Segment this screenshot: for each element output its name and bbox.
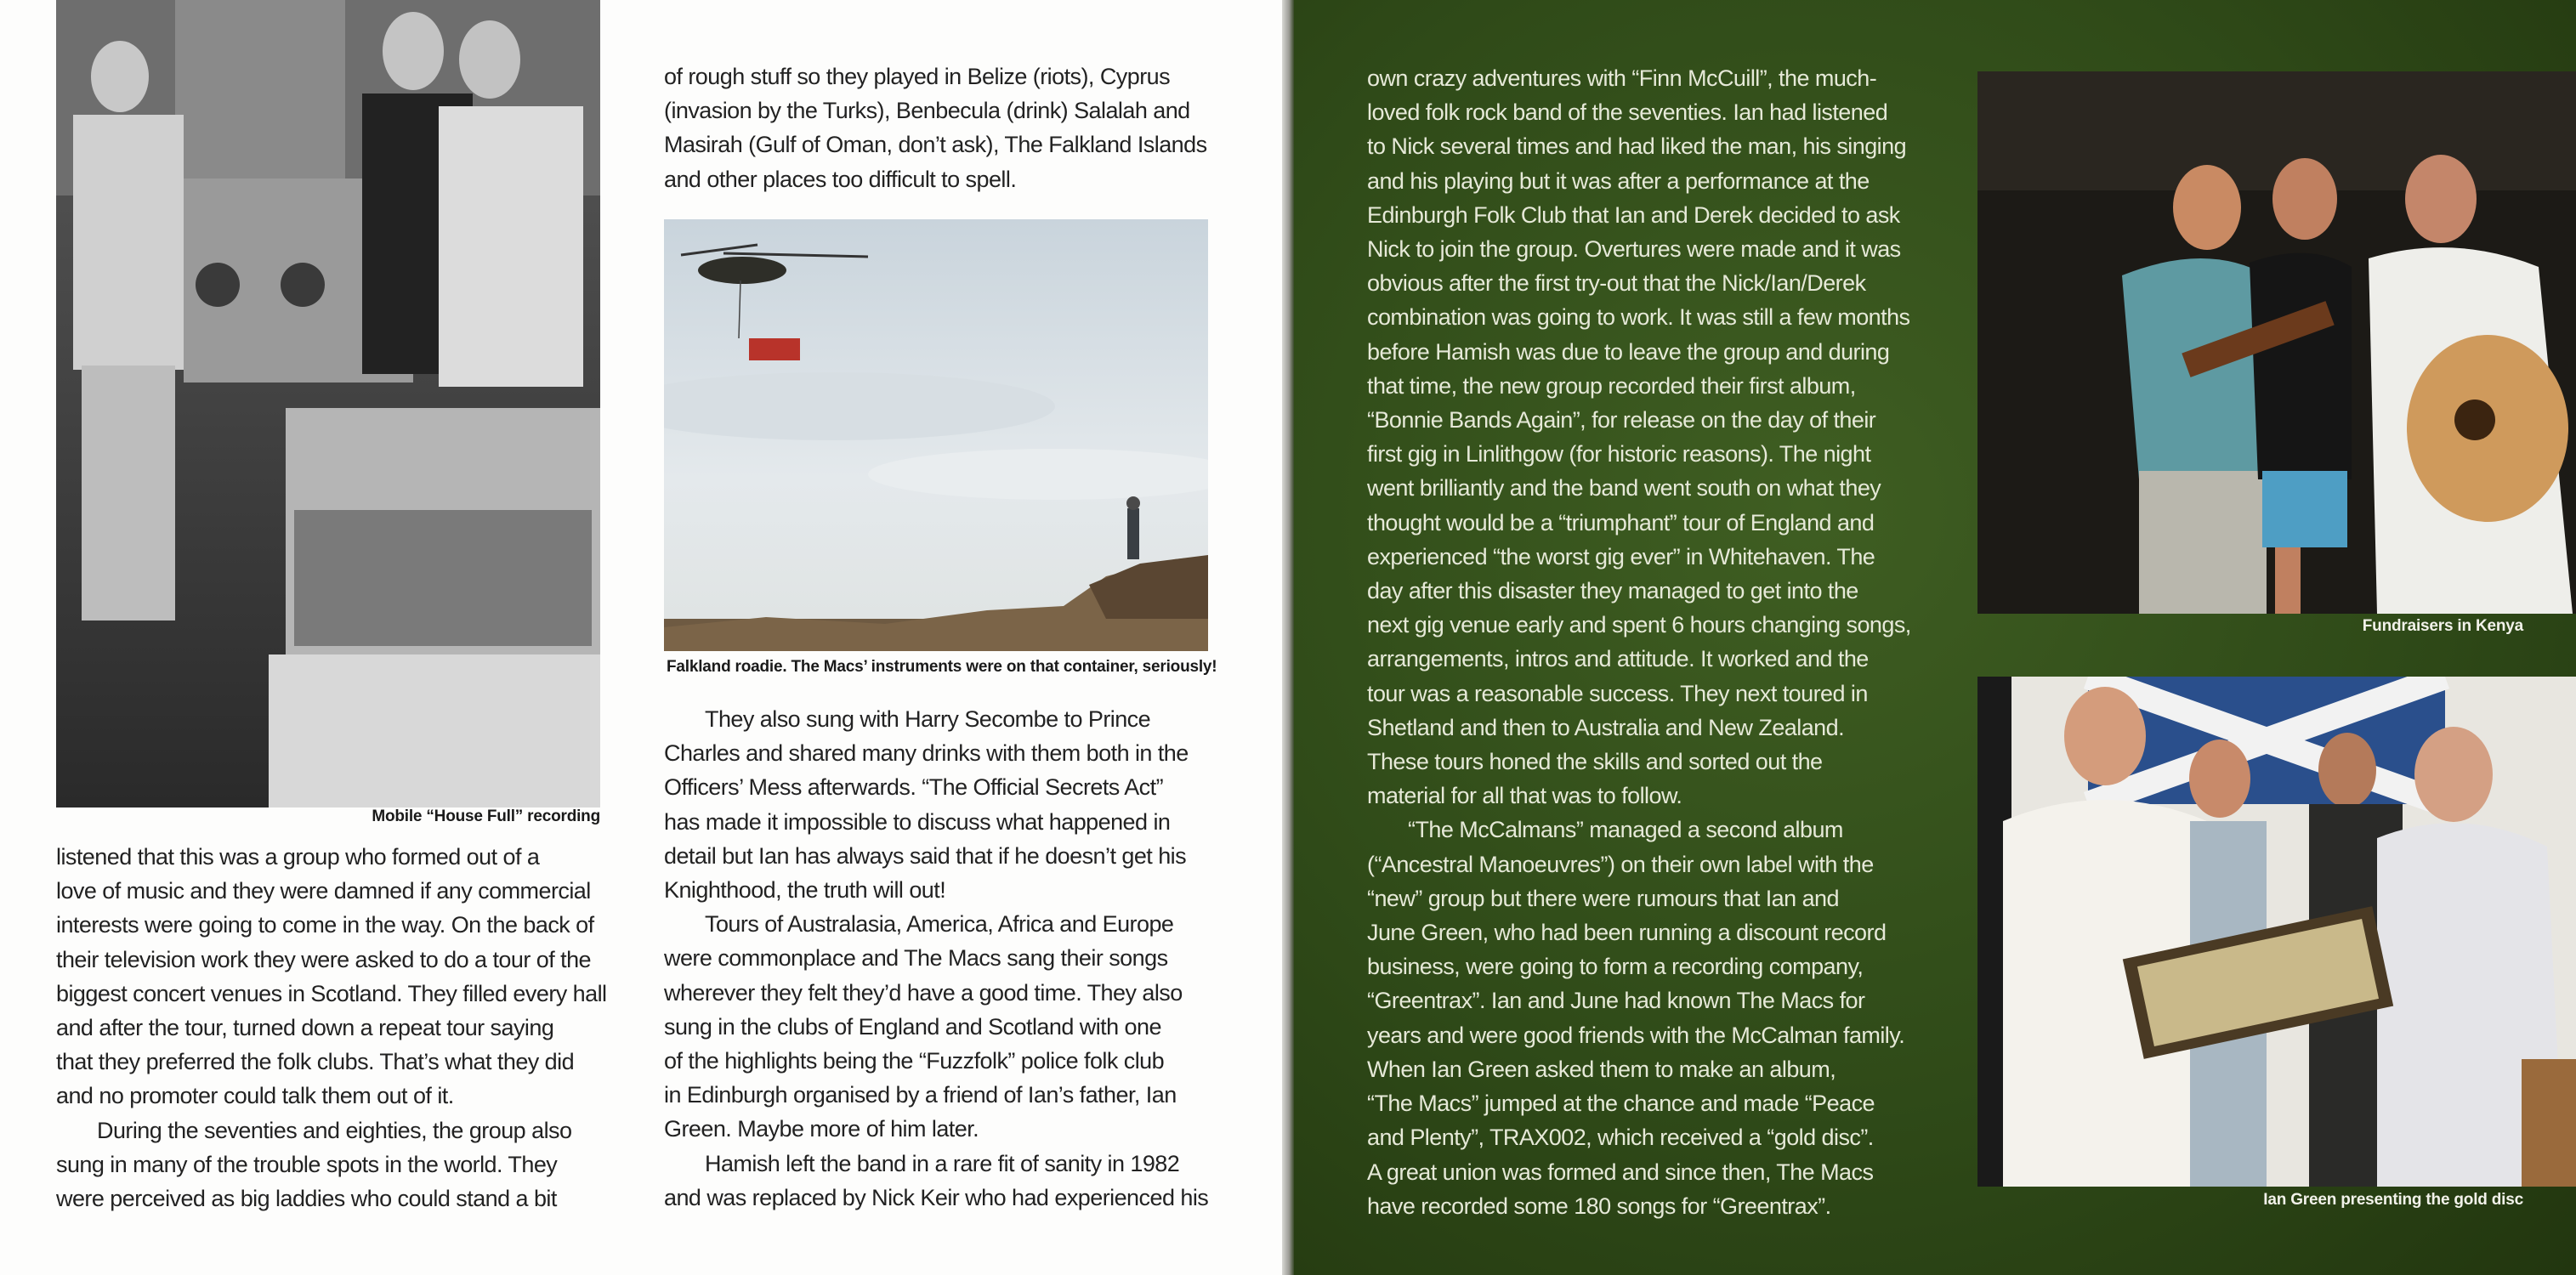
text-line: and his playing but it was after a performance at the (1367, 167, 1870, 194)
text-line: of rough stuff so they played in Belize (riots), Cyprus (664, 64, 1171, 89)
text-column-2-top (664, 60, 1207, 196)
text-line: tour was a reasonable success. They next toured in (1367, 680, 1868, 706)
text-line: listened that this was a group who formed out of a (56, 844, 540, 870)
text-line: They also sung with Harry Secombe to Prince (705, 706, 1151, 732)
text-line: love of music and they were damned if any commercial (56, 878, 591, 904)
falkland-caption: Falkland roadie. The Macs’ instruments were on that container, seriously! (667, 658, 1217, 676)
text-line: were perceived as big laddies who could stand a bit (56, 1186, 557, 1212)
text-line: Charles and shared many drinks with them both in the (664, 740, 1189, 767)
text-line: A great union was formed and since then, The Macs (1367, 1159, 1874, 1185)
text-line: When Ian Green asked them to make an album, (1367, 1056, 1836, 1082)
text-line: biggest concert venues in Scotland. They filled every hall (56, 980, 607, 1006)
text-line: Knighthood, the truth will out! (664, 877, 946, 904)
text-line: Masirah (Gulf of Oman, don’t ask), The Falkland Islands (664, 132, 1207, 158)
text-line: and Plenty”, TRAX002, which received a “gold disc”. (1367, 1125, 1874, 1151)
text-line: Edinburgh Folk Club that Ian and Derek decided to ask (1367, 201, 1900, 228)
text-line: Green. Maybe more of him later. (664, 1116, 979, 1142)
text-line: Tours of Australasia, America, Africa and Europe (705, 911, 1174, 938)
text-line: detail but Ian has always said that if he doesn’t get his (664, 842, 1187, 869)
text-line: own crazy adventures with “Finn McCuill”, the much- (1367, 65, 1877, 91)
text-line: wherever they felt they’d have a good time. They also (664, 979, 1183, 1006)
text-line: June Green, who had been running a discount record (1367, 920, 1887, 946)
text-line: that time, the new group recorded their first album, (1367, 372, 1856, 399)
text-line: before Hamish was due to leave the group and during (1367, 338, 1890, 365)
text-line: obvious after the first try-out that the Nick/Ian/Derek (1367, 270, 1866, 297)
text-line: Hamish left the band in a rare fit of sanity in 1982 (705, 1150, 1180, 1176)
text-line: Shetland and then to Australia and New Zealand. (1367, 714, 1845, 740)
text-line: next gig venue early and spent 6 hours changing songs, (1367, 612, 1911, 638)
text-line: and no promoter could talk them out of it. (56, 1083, 454, 1109)
text-line: their television work they were asked to do a tour of the (56, 946, 592, 972)
text-line: “new” group but there were rumours that Ian and (1367, 885, 1839, 911)
text-column-1 (56, 840, 607, 1216)
text-line: experienced “the worst gig ever” in Whitehaven. The (1367, 543, 1875, 570)
text-line: that they preferred the folk clubs. That’s what they did (56, 1049, 575, 1075)
text-line: “Greentrax”. Ian and June had known The Macs for (1367, 988, 1865, 1014)
text-column-2-bottom (664, 702, 1208, 1215)
studio-caption: Mobile “House Full” recording (372, 808, 600, 825)
text-line: (invasion by the Turks), Benbecula (drink) Salalah and (664, 98, 1190, 124)
text-line: interests were going to come in the way. On the back of (56, 912, 594, 938)
kenya-photo (1977, 71, 2576, 614)
falkland-photo (664, 219, 1208, 651)
text-line: were commonplace and The Macs sang their songs (664, 945, 1168, 972)
text-line: and other places too difficult to spell. (664, 166, 1017, 192)
text-line: “The McCalmans” managed a second album (1408, 817, 1843, 843)
text-line: “The Macs” jumped at the chance and made “Peace (1367, 1091, 1875, 1117)
text-line: (“Ancestral Manoeuvres”) on their own label with the (1367, 851, 1874, 877)
text-line: Officers’ Mess afterwards. “The Official Secrets Act” (664, 774, 1164, 801)
text-line: to Nick several times and had liked the man, his singing (1367, 133, 1907, 160)
studio-photo (56, 0, 600, 808)
text-line: sung in many of the trouble spots in the world. They (56, 1151, 558, 1177)
kenya-caption: Fundraisers in Kenya (2362, 617, 2523, 635)
text-line: years and were good friends with the McCalman family. (1367, 1022, 1905, 1048)
text-line: During the seventies and eighties, the group also (97, 1117, 572, 1143)
text-line: thought would be a “triumphant” tour of England and (1367, 509, 1875, 536)
text-line: first gig in Linlithgow (for historic reasons). The night (1367, 441, 1871, 468)
text-line: combination was going to work. It was still a few months (1367, 304, 1910, 331)
text-column-3 (1367, 61, 1911, 1223)
text-line: and was replaced by Nick Keir who had experienced his (664, 1184, 1209, 1210)
text-line: in Edinburgh organised by a friend of Ian’s father, Ian (664, 1082, 1177, 1108)
text-line: business, were going to form a recording company, (1367, 954, 1864, 980)
text-line: have recorded some 180 songs for “Greentrax”. (1367, 1193, 1831, 1219)
text-line: sung in the clubs of England and Scotland with one (664, 1013, 1161, 1040)
text-line: Nick to join the group. Overtures were made and it was (1367, 236, 1901, 263)
gold-disc-caption: Ian Green presenting the gold disc (2263, 1191, 2523, 1209)
text-line: has made it impossible to discuss what happened in (664, 808, 1171, 835)
text-line: “Bonnie Bands Again”, for release on the day of their (1367, 407, 1876, 434)
text-line: loved folk rock band of the seventies. Ian had listened (1367, 99, 1888, 126)
text-line: of the highlights being the “Fuzzfolk” police folk club (664, 1048, 1165, 1074)
text-line: arrangements, intros and attitude. It worked and the (1367, 646, 1869, 672)
text-line: went brilliantly and the band went south on what they (1367, 475, 1881, 502)
text-line: material for all that was to follow. (1367, 783, 1682, 809)
gold-disc-photo (1977, 677, 2576, 1187)
book-spine (1282, 0, 1294, 1275)
text-line: and after the tour, turned down a repeat tour saying (56, 1015, 554, 1041)
text-line: day after this disaster they managed to get into the (1367, 578, 1858, 604)
text-line: These tours honed the skills and sorted out the (1367, 749, 1823, 775)
